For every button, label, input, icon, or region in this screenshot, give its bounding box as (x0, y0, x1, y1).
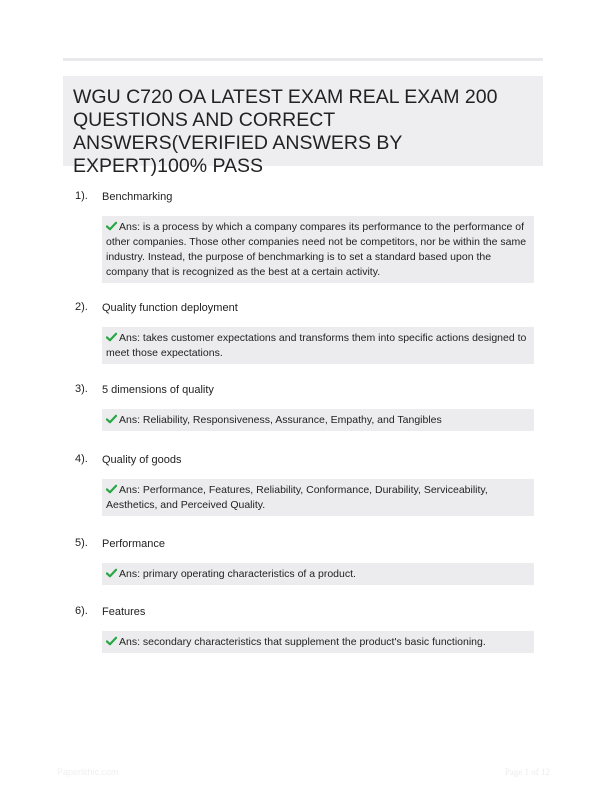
list-item (63, 379, 543, 449)
answer-box (102, 479, 534, 516)
question-term: Features (102, 606, 146, 618)
list-item (63, 297, 543, 379)
answer-text: Ans: Performance, Features, Reliability, Conformance, Durability, Serviceability, Aesthetics, and Perceived Quality. (106, 484, 488, 511)
watermark-text: Paperlithic.com (57, 767, 119, 777)
answer-box (102, 216, 534, 283)
check-icon (106, 636, 117, 646)
question-number: 2). (75, 301, 88, 313)
question-term: Quality of goods (102, 454, 182, 466)
list-item (63, 533, 543, 601)
question-term: 5 dimensions of quality (102, 384, 214, 396)
question-number: 4). (75, 453, 88, 465)
list-item (63, 449, 543, 533)
question-term: Benchmarking (102, 191, 173, 203)
check-icon (106, 484, 117, 494)
check-icon (106, 332, 117, 342)
document-title: WGU C720 OA LATEST EXAM REAL EXAM 200 QUESTIONS AND CORRECT ANSWERS(VERIFIED ANSWERS BY EXPERT)100% PASS (73, 86, 498, 177)
answer-box (102, 631, 534, 653)
question-number: 1). (75, 190, 88, 202)
top-divider (63, 58, 543, 61)
answer-text: Ans: secondary characteristics that supplement the product's basic functioning. (119, 636, 486, 648)
answer-text: Ans: Reliability, Responsiveness, Assurance, Empathy, and Tangibles (119, 414, 442, 426)
question-number: 5). (75, 537, 88, 549)
question-list (63, 186, 543, 661)
answer-box (102, 563, 534, 585)
answer-box (102, 409, 534, 431)
answer-text: Ans: primary operating characteristics of a product. (119, 568, 356, 580)
title-banner (63, 76, 543, 177)
check-icon (106, 414, 117, 424)
question-term: Performance (102, 538, 165, 550)
list-item (63, 186, 543, 297)
question-number: 6). (75, 605, 88, 617)
answer-text: Ans: is a process by which a company compares its performance to the performance of other companies. Those other companies need not be competitors, nor be within the same industry. Instead, the purpose of benchmarking is to set a standard based upon the company that is recognized as the best at a certain activity. (106, 221, 527, 278)
question-term: Quality function deployment (102, 302, 238, 314)
check-icon (106, 568, 117, 578)
list-item (63, 601, 543, 661)
check-icon (106, 221, 117, 231)
answer-text: Ans: takes customer expectations and transforms them into specific actions designed to meet those expectations. (106, 332, 527, 359)
page-number: Page 1 of 12 (504, 767, 550, 777)
question-number: 3). (75, 383, 88, 395)
answer-box (102, 327, 534, 364)
